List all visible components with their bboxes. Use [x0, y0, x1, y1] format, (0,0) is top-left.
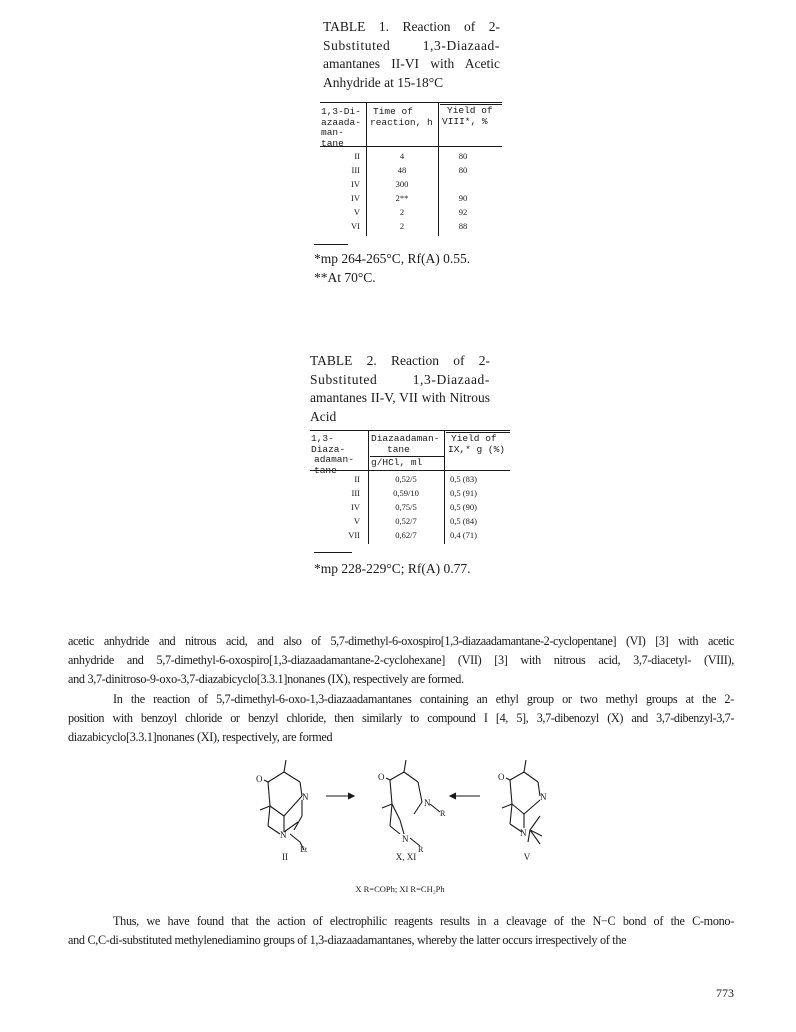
- header-line: tane: [321, 137, 344, 149]
- cell-time: 2: [399, 207, 405, 217]
- table-row: [310, 473, 510, 487]
- r-label-2: R: [418, 845, 424, 854]
- cell-compound: IV: [351, 502, 360, 512]
- table2-caption: [310, 352, 490, 426]
- table2-footnote: *mp 228-229°C; Rf(A) 0.77.: [314, 561, 471, 576]
- text-line: and C,C-di-substituted methylenediamino groups of 1,3-diazaadamantanes, whereby the latter occurs irrespectively of the: [68, 933, 627, 948]
- cell-yield: 0,5 (84): [450, 516, 477, 526]
- text-line: diazabicyclo[3.3.1]nonanes (XI), respectively, are formed: [68, 730, 333, 745]
- cell-amount: 0,52/5: [395, 474, 417, 484]
- table-row: [310, 487, 510, 501]
- cell-compound: IV: [351, 179, 360, 189]
- table2-footnote-rule: [314, 552, 352, 553]
- cell-compound: IV: [351, 193, 360, 203]
- table-row: [320, 178, 502, 192]
- body-paragraph-1: [68, 632, 734, 690]
- table1-footnote-rule: [314, 244, 348, 245]
- header-line: adaman-: [314, 454, 354, 465]
- cell-amount: 0,52/7: [395, 516, 417, 526]
- header-line: azaada-: [321, 116, 361, 128]
- compound-label-x-xi: X, XI: [395, 852, 417, 862]
- atom-n-middle-1: N: [424, 798, 431, 808]
- table-row: [320, 150, 502, 164]
- table1-footnote: *mp 264-265°C, Rf(A) 0.55.: [314, 251, 471, 266]
- compound-x-xi-structure: [382, 760, 440, 846]
- compound-label-v: V: [523, 852, 531, 862]
- table2-caption-line: TABLE 2. Reaction of 2-: [310, 353, 490, 368]
- header-line: IX,* g (%): [448, 443, 506, 455]
- header-line: 1,3-Di-: [321, 106, 361, 117]
- table1-footnote: **At 70°C.: [314, 270, 376, 285]
- table2-header-amount: [371, 434, 443, 469]
- text-line: and 3,7-dinitroso-9-oxo-3,7-diazabicyclo[3.3.1]nonanes (IX), respectively are formed.: [68, 672, 464, 687]
- cell-time: 4: [399, 151, 405, 161]
- cell-compound: V: [353, 207, 360, 217]
- atom-o-right: O: [498, 772, 505, 782]
- table-row: [320, 206, 502, 220]
- cell-compound: III: [351, 165, 360, 175]
- atom-o-middle: O: [378, 772, 385, 782]
- atom-o-left: O: [256, 774, 263, 784]
- table2-caption-line: Substituted 1,3-Diazaad-: [310, 371, 490, 387]
- table-row: [310, 515, 510, 529]
- cell-yield: 0,5 (83): [450, 474, 477, 484]
- table1-header-yield: [442, 106, 502, 127]
- table2-caption-line: amantanes II-V, VII with Nitrous: [310, 390, 490, 405]
- atom-n-right-2: N: [520, 828, 527, 838]
- cell-compound: II: [354, 474, 360, 484]
- cell-amount: 0,59/10: [393, 488, 419, 498]
- table1-caption: [323, 18, 500, 92]
- header-line: Yield of: [447, 105, 493, 116]
- cell-yield: 90: [458, 193, 468, 203]
- text-line: Thus, we have found that the action of electrophilic reagents results in a cleavage of the N−C bond of the C-mono-: [113, 914, 734, 928]
- header-line: Time of: [373, 106, 413, 117]
- table-row: [320, 192, 502, 206]
- scheme-legend: X R=COPh; XI R=CH₂Ph: [355, 884, 445, 894]
- cell-yield: 0,4 (71): [450, 530, 477, 540]
- cell-yield: 80: [458, 151, 468, 161]
- table1-caption-line: Substituted 1,3-Diazaad-: [323, 37, 500, 53]
- table2: [310, 430, 510, 544]
- cell-time: 300: [395, 179, 409, 189]
- cell-compound: VII: [348, 530, 360, 540]
- text-line: anhydride and 5,7-dimethyl-6-oxospiro[1,3-diazaadamantane-2-cyclohexane] (VII) [3] with nitrous acid, 3,7-diacetyl- (VIII),: [68, 653, 734, 668]
- body-paragraph-3: [68, 912, 734, 950]
- cell-compound: VI: [351, 221, 360, 231]
- cell-compound: III: [351, 488, 360, 498]
- table1-caption-line: amantanes II-VI with Acetic: [323, 56, 500, 71]
- header-line: Diazaadaman-: [371, 433, 440, 444]
- table-row: [320, 220, 502, 234]
- cell-yield: 0,5 (90): [450, 502, 477, 512]
- cell-amount: 0,75/5: [395, 502, 417, 512]
- reaction-scheme: [240, 760, 560, 890]
- cell-yield: 92: [458, 207, 468, 217]
- header-line: tane: [314, 464, 337, 476]
- header-line: tane: [387, 443, 410, 455]
- header-line: man-: [321, 127, 344, 138]
- header-line: g/HCl, ml: [371, 457, 423, 468]
- r-label-1: R: [440, 809, 446, 818]
- atom-n-middle-2: N: [402, 834, 409, 844]
- cell-amount: 0,62/7: [395, 530, 417, 540]
- table1-body: [320, 150, 502, 234]
- compound-label-ii: II: [282, 852, 288, 862]
- cell-time: 2**: [395, 193, 409, 203]
- atom-n-right-1: N: [540, 792, 547, 802]
- table2-header-yield: [448, 434, 510, 455]
- table-row: [310, 529, 510, 543]
- atom-n-left-2: N: [280, 830, 287, 840]
- atom-n-left-1: N: [302, 792, 309, 802]
- header-line: 1,3-Diaza-: [311, 433, 346, 455]
- body-paragraph-2: [68, 690, 734, 748]
- ethyl-label: Et: [300, 845, 308, 854]
- header-line: Yield of: [451, 433, 497, 444]
- table2-header-compound: [311, 434, 367, 476]
- text-line: In the reaction of 5,7-dimethyl-6-oxo-1,3-diazaadamantanes containing an ethyl group or two methyl groups at the 2-: [113, 692, 734, 706]
- table2-caption-line: Acid: [310, 408, 337, 424]
- table1: [320, 102, 502, 236]
- table-row: [320, 164, 502, 178]
- page-number: 773: [716, 986, 734, 1000]
- cell-time: 48: [397, 165, 407, 175]
- text-line: acetic anhydride and nitrous acid, and also of 5,7-dimethyl-6-oxospiro[1,3-diazaadamantane-2-cyclopentane] (VI) [3] with acetic: [68, 634, 734, 648]
- cell-yield: 0,5 (91): [450, 488, 477, 498]
- table-row: [310, 501, 510, 515]
- header-line: reaction, h: [370, 116, 433, 128]
- cell-compound: II: [354, 151, 360, 161]
- table1-caption-line: TABLE 1. Reaction of 2-: [323, 19, 500, 34]
- cell-yield: 88: [458, 221, 468, 231]
- table2-body: [310, 473, 510, 543]
- header-line: VIII*, %: [442, 115, 488, 127]
- text-line: position with benzoyl chloride or benzyl chloride, then similarly to compound I [4, 5], 3,7-dibenozyl (X) and 3,7-dibenzyl-3,7-: [68, 711, 734, 726]
- cell-time: 2: [399, 221, 405, 231]
- table1-header-time: [370, 107, 438, 128]
- cell-yield: 80: [458, 165, 468, 175]
- table1-header-compound: [321, 107, 365, 149]
- cell-compound: V: [353, 516, 360, 526]
- table1-caption-line: Anhydride at 15-18°C: [323, 74, 444, 90]
